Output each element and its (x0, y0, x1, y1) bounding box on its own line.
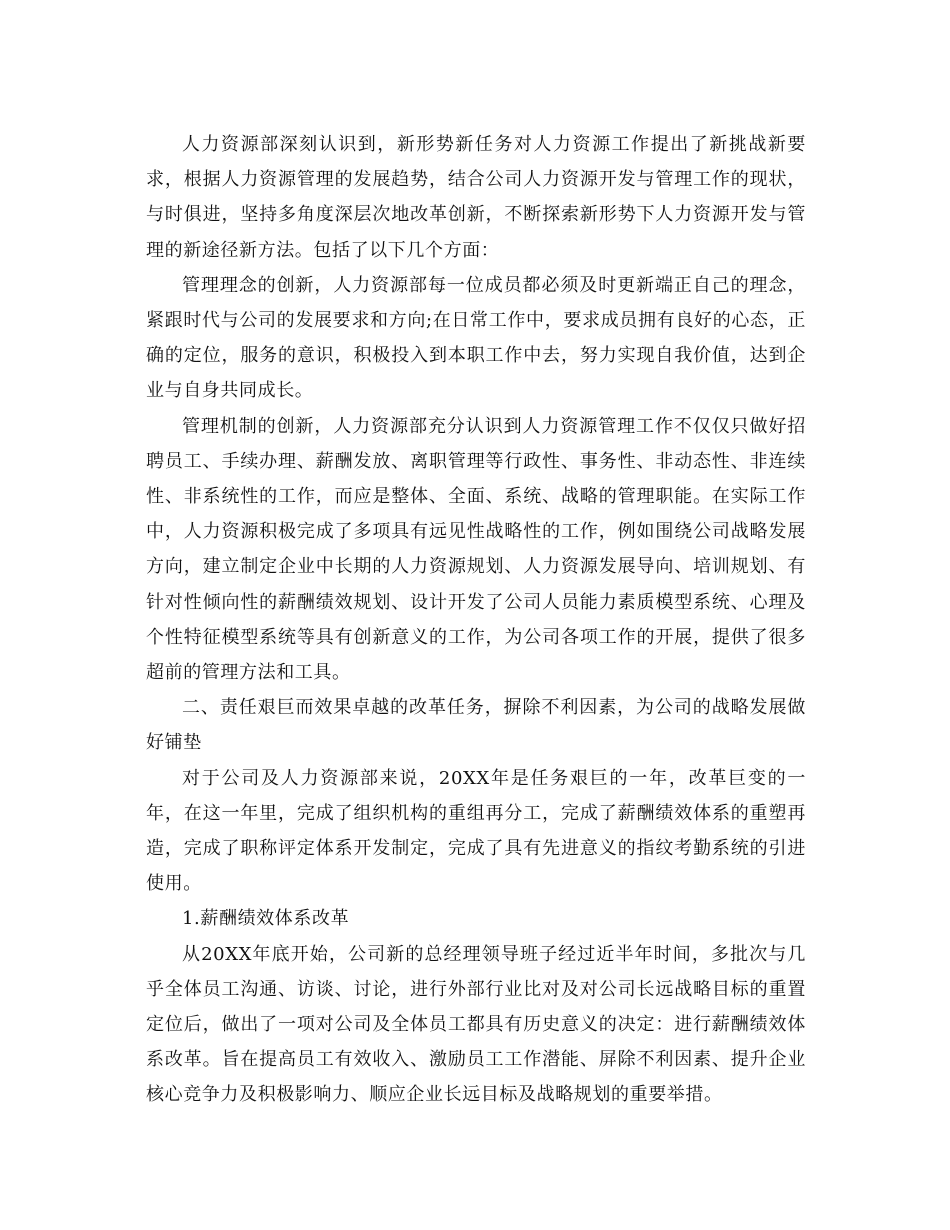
paragraph-year-summary: 对于公司及人力资源部来说，20XX年是任务艰巨的一年，改革巨变的一年，在这一年里，完成了组织机构的重组再分工，完成了薪酬绩效体系的重塑再造，完成了职称评定体系开发制定，完成了具有先进意义的指纹考勤系统的引进使用。 (146, 767, 806, 895)
paragraph-intro: 人力资源部深刻认识到，新形势新任务对人力资源工作提出了新挑战新要求，根据人力资源管理的发展趋势，结合公司人力资源开发与管理工作的现状，与时俱进，坚持多角度深层次地改革创新，不断探索新形势下人力资源开发与管理的新途径新方法。包括了以下几个方面： (146, 134, 806, 261)
document-body (146, 127, 806, 1113)
paragraph-compensation-reform: 从20XX年底开始，公司新的总经理领导班子经过近半年时间，多批次与几乎全体员工沟通、访谈、讨论，进行外部行业比对及对公司长远战略目标的重置定位后，做出了一项对公司及全体员工都具有历史意义的决定：进行薪酬绩效体系改革。旨在提高员工有效收入、激励员工工作潜能、屏除不利因素、提升企业核心竞争力及积极影响力、顺应企业长远目标及战略规划的重要举措。 (146, 943, 806, 1106)
subheading-compensation-reform: 1.薪酬绩效体系改革 (182, 908, 350, 930)
section-heading-reform-tasks: 二、责任艰巨而效果卓越的改革任务，摒除不利因素，为公司的战略发展做好铺垫 (146, 697, 806, 754)
paragraph-concept-innovation: 管理理念的创新，人力资源部每一位成员都必须及时更新端正自己的理念，紧跟时代与公司的发展要求和方向;在日常工作中，要求成员拥有良好的心态，正确的定位，服务的意识，积极投入到本职工作中去，努力实现自我价值，达到企业与自身共同成长。 (146, 274, 806, 402)
paragraph-mechanism-innovation: 管理机制的创新，人力资源部充分认识到人力资源管理工作不仅仅只做好招聘员工、手续办理、薪酬发放、离职管理等行政性、事务性、非动态性、非连续性、非系统性的工作，而应是整体、全面、系统、战略的管理职能。在实际工作中，人力资源积极完成了多项具有远见性战略性的工作，例如围绕公司战略发展方向，建立制定企业中长期的人力资源规划、人力资源发展导向、培训规划、有针对性倾向性的薪酬绩效规划、设计开发了公司人员能力素质模型系统、心理及个性特征模型系统等具有创新意义的工作，为公司各项工作的开展，提供了很多超前的管理方法和工具。 (146, 415, 806, 684)
